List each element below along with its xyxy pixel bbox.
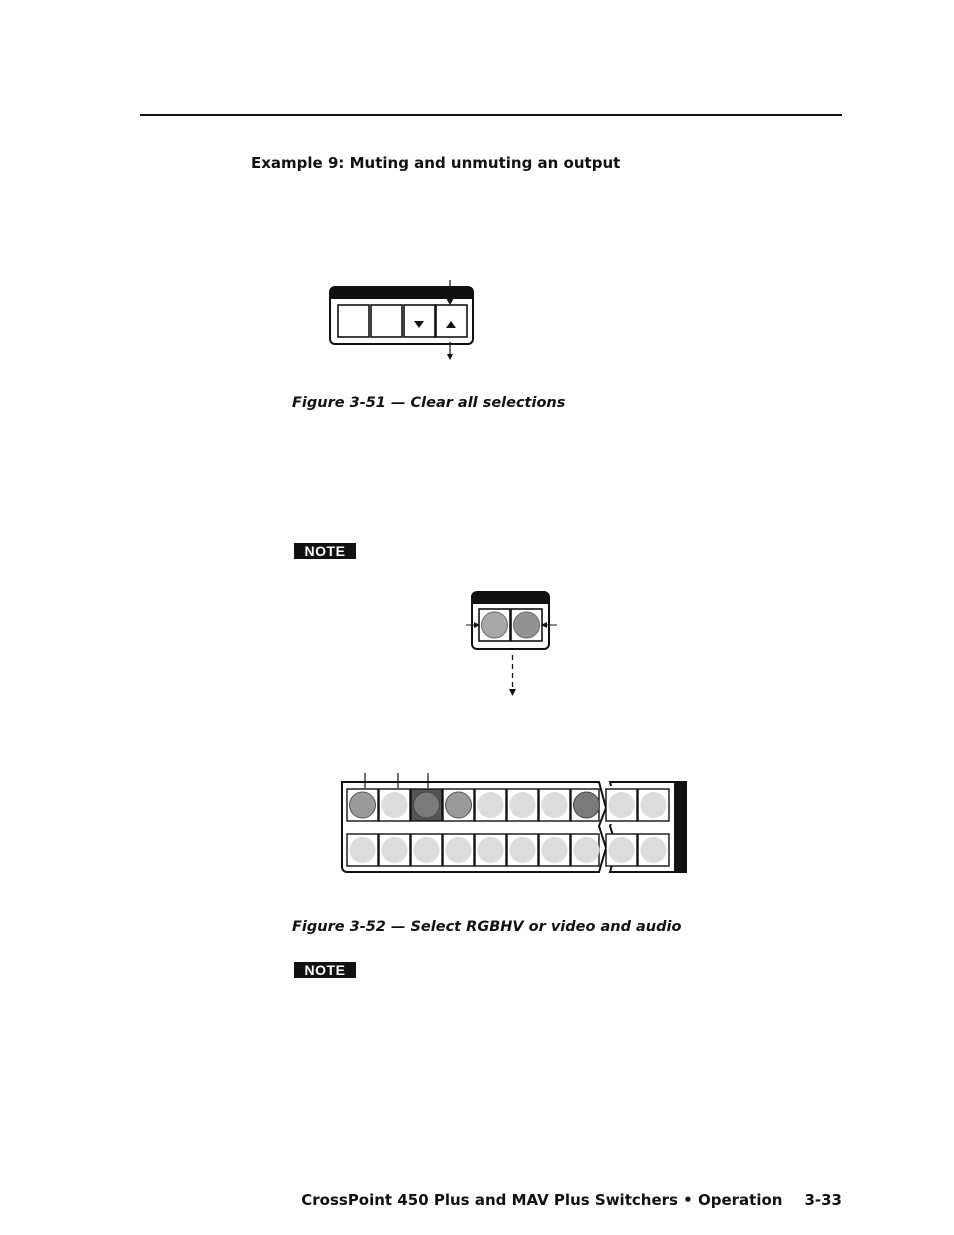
- page-number: 3-33: [804, 1191, 842, 1209]
- footer-title: CrossPoint 450 Plus and MAV Plus Switchers • Operation: [301, 1191, 783, 1209]
- figure-3-51-caption: Figure 3-51 — Clear all selections: [292, 395, 566, 411]
- note-badge-2: NOTE: [294, 962, 356, 978]
- header-rule: [140, 114, 842, 116]
- figure-3-52-caption: Figure 3-52 — Select RGBHV or video and audio: [292, 919, 682, 935]
- figure-3-52-button-grid: [330, 768, 700, 883]
- section-heading: Example 9: Muting and unmuting an output: [251, 154, 621, 172]
- grid-row-1: [347, 786, 669, 824]
- note-badge: NOTE: [294, 543, 356, 559]
- grid-row-2: [347, 834, 669, 866]
- page-footer: [301, 1191, 842, 1209]
- figure-3-51-diagram: [320, 270, 490, 370]
- figure-3-52-top-panel: [460, 585, 570, 705]
